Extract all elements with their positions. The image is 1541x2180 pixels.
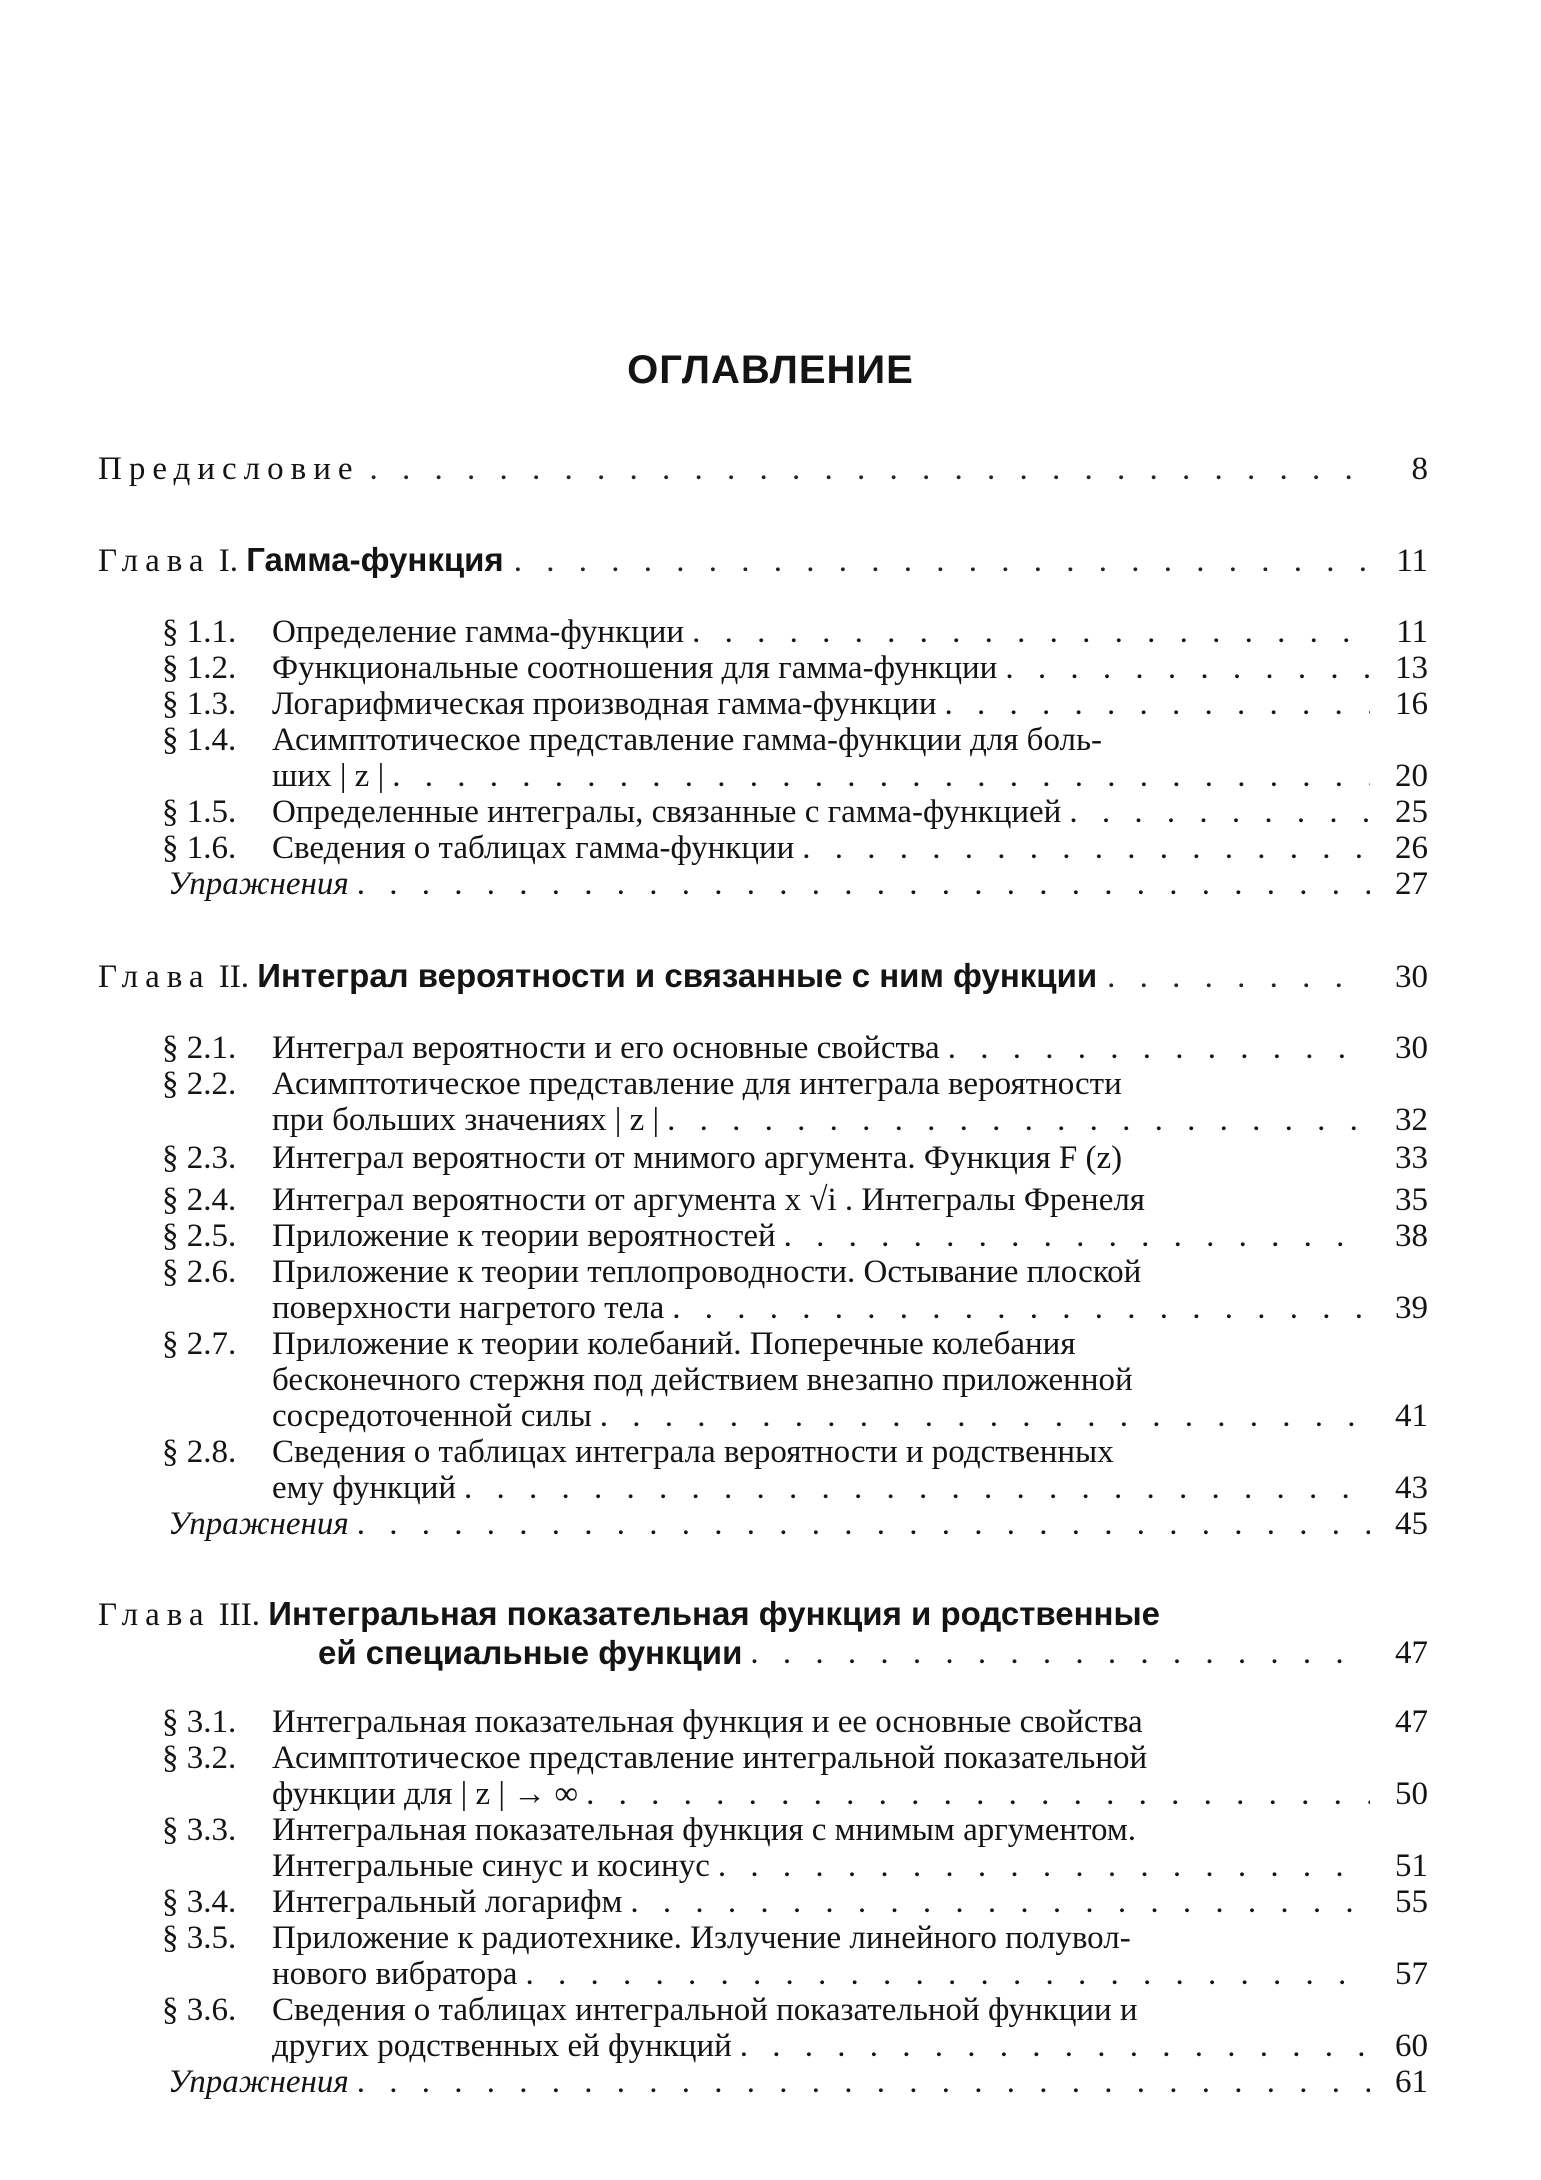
section-title: Интеграл вероятности от аргумента x √i . Интегралы Френеля <box>272 1182 1145 1218</box>
chapter-prefix: Глава <box>98 543 211 579</box>
section-number: § 3.5. <box>162 1920 237 1956</box>
section-number: § 1.4. <box>162 722 237 758</box>
toc-section[interactable] <box>162 794 1428 830</box>
section-number: § 2.3. <box>162 1140 237 1176</box>
section-number: § 2.8. <box>162 1434 237 1470</box>
toc-section[interactable] <box>162 1992 1428 2028</box>
section-title-cont: функции для | z | → ∞ <box>272 1776 579 1812</box>
section-title: Интегральная показательная функция с мнимым аргументом. <box>272 1812 1136 1848</box>
section-title: Приложение к теории теплопроводности. Остывание плоской <box>272 1254 1142 1290</box>
chapter-number: III. <box>218 1597 260 1633</box>
toc-section[interactable] <box>162 830 1428 866</box>
toc-section-continuation[interactable] <box>272 1362 1428 1398</box>
toc-section[interactable] <box>162 650 1428 686</box>
page-number: 51 <box>1395 1848 1428 1884</box>
leader-dots <box>1069 794 1370 830</box>
exercises-label: Упражнения <box>168 1506 349 1542</box>
toc-section[interactable] <box>162 1030 1428 1066</box>
page-number: 61 <box>1395 2064 1428 2100</box>
section-number: § 3.4. <box>162 1884 237 1920</box>
leader-dots <box>667 1102 1370 1138</box>
section-number: § 2.5. <box>162 1218 237 1254</box>
toc-chapter-2[interactable] <box>98 958 1428 996</box>
section-title-cont: ших | z | <box>272 758 385 794</box>
leader-dots <box>525 1956 1370 1992</box>
chapter-prefix: Глава <box>98 959 211 995</box>
section-title-cont: других родственных ей функций <box>272 2028 732 2064</box>
page-number: 47 <box>1395 1635 1428 1671</box>
leader-dots <box>514 542 1368 580</box>
toc-section[interactable] <box>162 1066 1428 1102</box>
page-number: 16 <box>1395 686 1428 722</box>
toc-section[interactable] <box>162 1812 1428 1848</box>
section-number: § 1.3. <box>162 686 237 722</box>
toc-section-continuation[interactable] <box>272 1102 1428 1138</box>
toc-section[interactable] <box>162 614 1428 650</box>
toc-section[interactable] <box>162 1182 1428 1218</box>
toc-section[interactable] <box>162 1326 1428 1362</box>
leader-dots <box>948 1030 1370 1066</box>
section-title-cont: Интегральные синус и косинус <box>272 1848 710 1884</box>
leader-dots <box>357 866 1370 902</box>
leader-dots <box>464 1470 1370 1506</box>
toc-section[interactable] <box>162 1704 1428 1740</box>
section-title-cont: сосредоточенной силы <box>272 1398 592 1434</box>
toc-section-continuation[interactable] <box>272 2028 1428 2064</box>
leader-dots <box>784 1218 1370 1254</box>
leader-dots <box>600 1398 1370 1434</box>
page-number: 30 <box>1395 1030 1428 1066</box>
leader-dots <box>802 830 1370 866</box>
section-title: Интеграл вероятности от мнимого аргумента. Функция F (z) <box>272 1140 1123 1176</box>
section-number: § 3.6. <box>162 1992 237 2028</box>
section-number: § 3.1. <box>162 1704 237 1740</box>
exercises-label: Упражнения <box>168 866 349 902</box>
page-number: 47 <box>1395 1704 1428 1740</box>
leader-dots <box>750 1634 1370 1672</box>
section-title-cont: нового вибратора <box>272 1956 518 1992</box>
toc-section[interactable] <box>162 722 1428 758</box>
leader-dots <box>357 2064 1370 2100</box>
toc-entry-preface[interactable] <box>98 450 1428 488</box>
leader-dots <box>718 1848 1370 1884</box>
section-number: § 1.1. <box>162 614 237 650</box>
section-title: Интегральный логарифм <box>272 1884 623 1920</box>
toc-section[interactable] <box>162 1920 1428 1956</box>
page-number: 25 <box>1395 794 1428 830</box>
page-number: 33 <box>1395 1140 1428 1176</box>
section-title: Интеграл вероятности и его основные свойства <box>272 1030 940 1066</box>
chapter-title: Гамма-функция <box>246 541 504 578</box>
toc-section[interactable] <box>162 1254 1428 1290</box>
leader-dots <box>1005 650 1370 686</box>
chapter-title: Интегральная показательная функция и родственные <box>268 1595 1160 1632</box>
page-number: 8 <box>1411 451 1428 487</box>
toc-section-continuation[interactable] <box>272 1776 1428 1812</box>
toc-chapter-3[interactable] <box>98 1596 1428 1634</box>
toc-exercises[interactable] <box>168 866 1428 902</box>
leader-dots <box>692 614 1370 650</box>
section-title: Логарифмическая производная гамма-функции <box>272 686 937 722</box>
page-number: 55 <box>1395 1884 1428 1920</box>
page-number: 11 <box>1396 543 1428 579</box>
leader-dots <box>357 1506 1370 1542</box>
toc-exercises[interactable] <box>168 1506 1428 1542</box>
section-title: Функциональные соотношения для гамма-функции <box>272 650 998 686</box>
section-title-cont: поверхности нагретого тела <box>272 1290 665 1326</box>
page-title: ОГЛАВЛЕНИЕ <box>627 348 914 392</box>
page-number: 26 <box>1395 830 1428 866</box>
page-number: 13 <box>1395 650 1428 686</box>
leader-dots <box>586 1776 1370 1812</box>
section-title: Определенные интегралы, связанные с гамма-функцией <box>272 794 1062 830</box>
section-title: Интегральная показательная функция и ее основные свойства <box>272 1704 1143 1740</box>
section-title: Асимптотическое представление интегральной показательной <box>272 1740 1148 1776</box>
toc-section[interactable] <box>162 1434 1428 1470</box>
page-number: 45 <box>1395 1506 1428 1542</box>
page-number: 20 <box>1395 758 1428 794</box>
section-number: § 2.6. <box>162 1254 237 1290</box>
chapter-prefix: Глава <box>98 1597 211 1633</box>
page-number: 60 <box>1395 2028 1428 2064</box>
leader-dots <box>740 2028 1370 2064</box>
section-number: § 2.2. <box>162 1066 237 1102</box>
toc-section-continuation[interactable] <box>272 1956 1428 1992</box>
section-number: § 1.5. <box>162 794 237 830</box>
section-title: Приложение к теории вероятностей <box>272 1218 776 1254</box>
page-number: 41 <box>1395 1398 1428 1434</box>
page-number: 30 <box>1395 959 1428 995</box>
leader-dots <box>672 1290 1370 1326</box>
page-number: 27 <box>1395 866 1428 902</box>
leader-dots <box>370 450 1369 488</box>
exercises-label: Упражнения <box>168 2064 349 2100</box>
toc-section[interactable] <box>162 1740 1428 1776</box>
entry-label: Предисловие <box>98 451 360 487</box>
page-number: 38 <box>1395 1218 1428 1254</box>
section-number: § 2.4. <box>162 1182 237 1218</box>
section-title-cont: бесконечного стержня под действием внезапно приложенной <box>272 1362 1133 1398</box>
toc-chapter-3-cont[interactable] <box>318 1634 1428 1672</box>
section-title: Приложение к теории колебаний. Поперечные колебания <box>272 1326 1076 1362</box>
section-title: Асимптотическое представление для интеграла вероятности <box>272 1066 1122 1102</box>
toc-section[interactable] <box>162 1884 1428 1920</box>
chapter-number: I. <box>218 543 239 579</box>
section-number: § 2.1. <box>162 1030 237 1066</box>
leader-dots <box>945 686 1370 722</box>
section-number: § 2.7. <box>162 1326 237 1362</box>
toc-section-continuation[interactable] <box>272 758 1428 794</box>
section-number: § 1.6. <box>162 830 237 866</box>
section-title: Сведения о таблицах интеграла вероятности и родственных <box>272 1434 1114 1470</box>
toc-section-continuation[interactable] <box>272 1398 1428 1434</box>
section-number: § 1.2. <box>162 650 237 686</box>
page-number: 39 <box>1395 1290 1428 1326</box>
toc-section[interactable] <box>162 1140 1428 1176</box>
page-number: 50 <box>1395 1776 1428 1812</box>
chapter-number: II. <box>218 959 249 995</box>
page-number: 43 <box>1395 1470 1428 1506</box>
leader-dots <box>1107 958 1368 996</box>
chapter-title: Интеграл вероятности и связанные с ним функции <box>257 957 1098 994</box>
chapter-title-cont: ей специальные функции <box>318 1634 743 1671</box>
toc-section-continuation[interactable] <box>272 1470 1428 1506</box>
section-number: § 3.3. <box>162 1812 237 1848</box>
toc-section[interactable] <box>162 686 1428 722</box>
page-number: 11 <box>1396 614 1428 650</box>
section-title: Приложение к радиотехнике. Излучение линейного полувол- <box>272 1920 1131 1956</box>
page-number: 35 <box>1395 1182 1428 1218</box>
page-number: 32 <box>1395 1102 1428 1138</box>
toc-section-continuation[interactable] <box>272 1848 1428 1884</box>
section-title: Сведения о таблицах гамма-функции <box>272 830 795 866</box>
toc-exercises[interactable] <box>168 2064 1428 2100</box>
section-title: Определение гамма-функции <box>272 614 685 650</box>
page-number: 57 <box>1395 1956 1428 1992</box>
toc-section[interactable] <box>162 1218 1428 1254</box>
toc-chapter-1[interactable] <box>98 542 1428 580</box>
section-title-cont: при больших значениях | z | <box>272 1102 660 1138</box>
section-title: Асимптотическое представление гамма-функции для боль- <box>272 722 1103 758</box>
leader-dots <box>630 1884 1370 1920</box>
section-title: Сведения о таблицах интегральной показательной функции и <box>272 1992 1138 2028</box>
section-number: § 3.2. <box>162 1740 237 1776</box>
leader-dots <box>392 758 1370 794</box>
toc-section-continuation[interactable] <box>272 1290 1428 1326</box>
section-title-cont: ему функций <box>272 1470 457 1506</box>
